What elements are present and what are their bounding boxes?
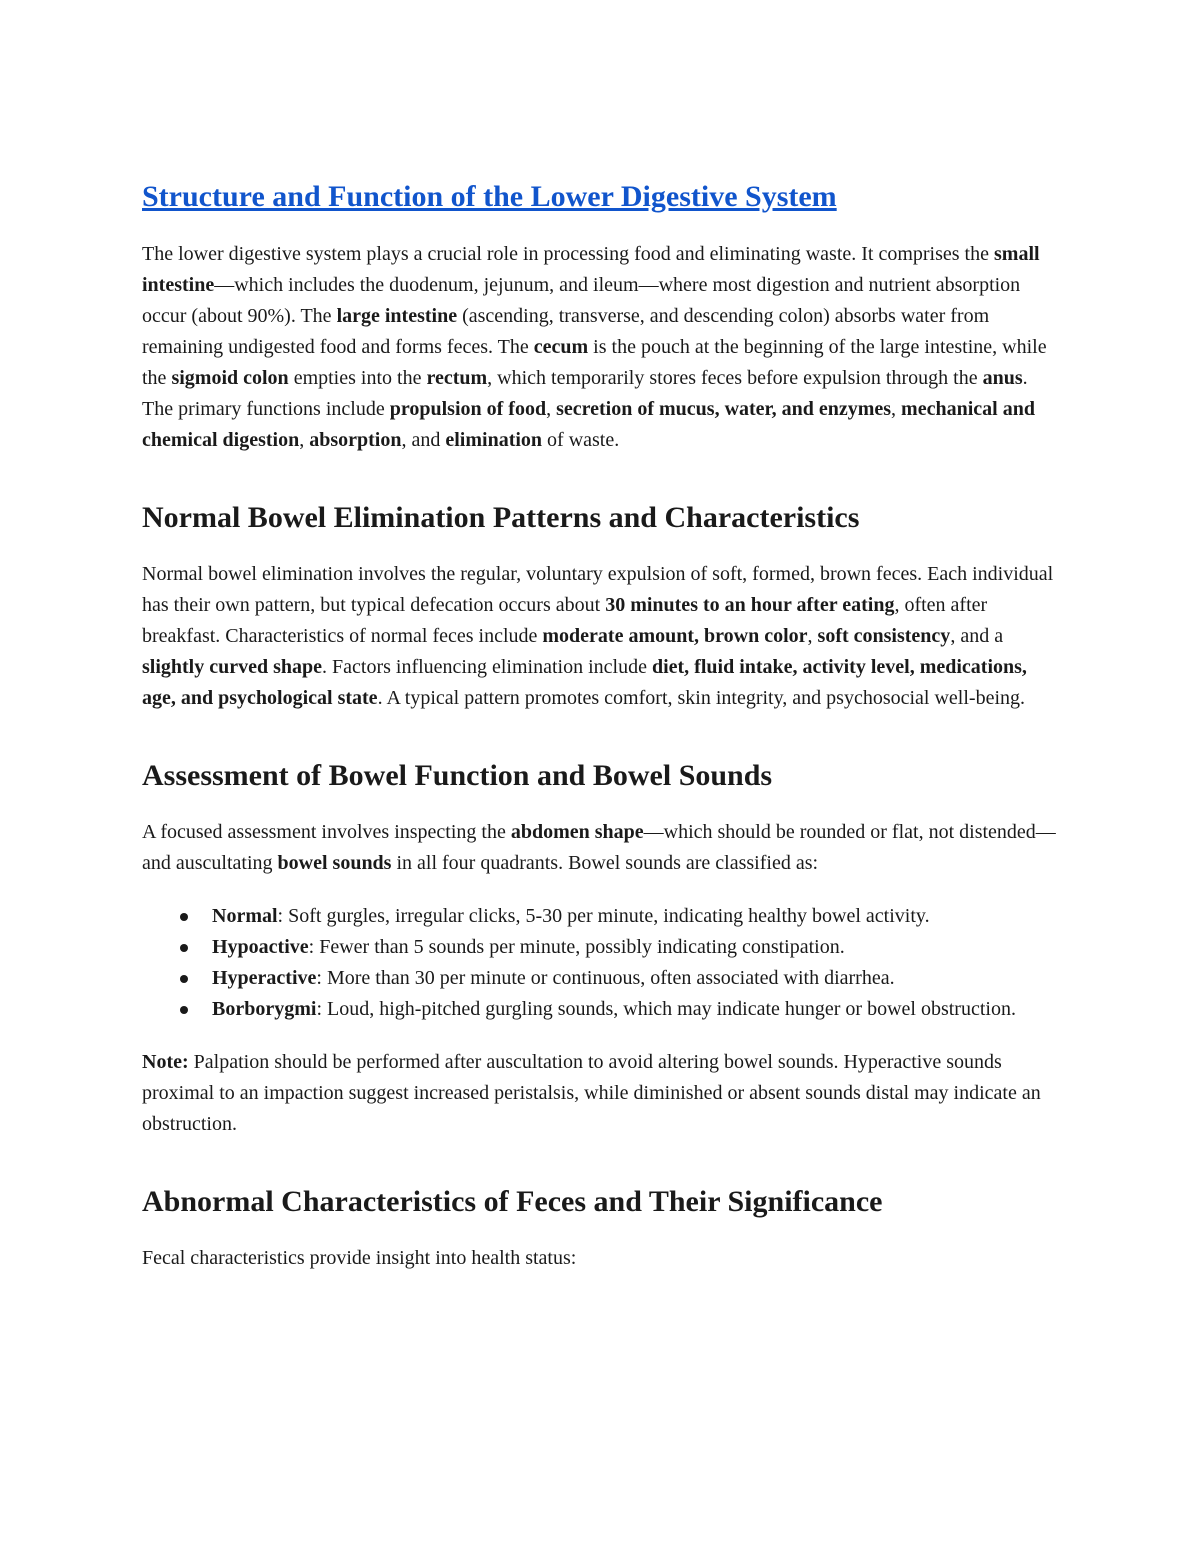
text: , bbox=[546, 398, 557, 420]
text: —which includes the duodenum, jejunum, and ileum—where most digestion and nutrient absorption occur (about 90%). The bbox=[142, 274, 1021, 327]
section-heading-assessment: Assessment of Bowel Function and Bowel Sounds bbox=[142, 759, 773, 792]
bullet-icon bbox=[180, 1006, 188, 1014]
text: is the pouch at the beginning of the large intestine, while the bbox=[142, 336, 1047, 389]
document-content bbox=[142, 175, 1062, 1274]
note-text: Palpation should be performed after auscultation to avoid altering bowel sounds. Hyperactive sounds proximal to an impaction suggest increased peristalsis, while diminished or absent sounds distal may indicate an obstruction. bbox=[142, 1051, 1041, 1135]
list-item-label: Normal bbox=[212, 905, 278, 927]
term: slightly curved shape bbox=[142, 656, 323, 678]
term: anus bbox=[982, 367, 1023, 389]
term: cecum bbox=[533, 336, 589, 358]
list-item-label: Borborygmi bbox=[212, 998, 317, 1020]
term: soft consistency bbox=[817, 625, 951, 647]
text: , bbox=[299, 429, 310, 451]
term: sigmoid colon bbox=[171, 367, 289, 389]
list-item-text: : Soft gurgles, irregular clicks, 5-30 per minute, indicating healthy bowel activity. bbox=[277, 905, 930, 927]
bullet-icon bbox=[180, 975, 188, 983]
text: (ascending, transverse, and descending colon) absorbs water from remaining undigested food and forms feces. The bbox=[142, 305, 990, 358]
text: of waste. bbox=[542, 429, 620, 451]
list-item-label: Hypoactive bbox=[212, 936, 309, 958]
text: , and a bbox=[950, 625, 1004, 647]
term: 30 minutes to an hour after eating bbox=[605, 594, 895, 616]
text: Normal bowel elimination involves the regular, voluntary expulsion of soft, formed, brown feces. Each individual has their own pattern, but typical defecation occurs about bbox=[142, 563, 1054, 616]
text: . A typical pattern promotes comfort, skin integrity, and psychosocial well-being. bbox=[377, 687, 1026, 709]
text: empties into the bbox=[288, 367, 427, 389]
bullet-icon bbox=[180, 913, 188, 921]
intro-paragraph bbox=[142, 239, 1062, 456]
list-item bbox=[142, 994, 1062, 1025]
text: , and bbox=[401, 429, 446, 451]
term: bowel sounds bbox=[277, 852, 392, 874]
text: in all four quadrants. Bowel sounds are classified as: bbox=[391, 852, 819, 874]
term: small intestine bbox=[142, 243, 1040, 296]
text: The lower digestive system plays a crucial role in processing food and eliminating waste. It comprises the bbox=[142, 243, 994, 265]
text: , bbox=[891, 398, 902, 420]
page-title bbox=[142, 175, 1062, 219]
list-item-text: : More than 30 per minute or continuous, often associated with diarrhea. bbox=[316, 967, 895, 989]
term: absorption bbox=[309, 429, 402, 451]
assessment-paragraph bbox=[142, 817, 1062, 879]
term: large intestine bbox=[336, 305, 458, 327]
list-item-text: : Fewer than 5 sounds per minute, possibly indicating constipation. bbox=[308, 936, 845, 958]
list-item-label: Hyperactive bbox=[212, 967, 317, 989]
term: abdomen shape bbox=[510, 821, 644, 843]
term: elimination bbox=[445, 429, 543, 451]
title-wrap bbox=[142, 175, 1062, 219]
term: propulsion of food bbox=[389, 398, 547, 420]
bowel-sounds-list bbox=[142, 901, 1062, 1025]
list-item bbox=[142, 932, 1062, 963]
term: secretion of mucus, water, and enzymes bbox=[556, 398, 892, 420]
section-heading-abnormal-feces: Abnormal Characteristics of Feces and Their Significance bbox=[142, 1185, 883, 1218]
text: —which should be rounded or flat, not distended—and auscultating bbox=[142, 821, 1056, 874]
normal-elimination-paragraph bbox=[142, 559, 1062, 714]
term: moderate amount, brown color bbox=[542, 625, 808, 647]
note-label: Note: bbox=[142, 1051, 189, 1073]
term: mechanical and chemical digestion bbox=[142, 398, 1035, 451]
text: , bbox=[807, 625, 818, 647]
list-item-text: : Loud, high-pitched gurgling sounds, which may indicate hunger or bowel obstruction. bbox=[316, 998, 1016, 1020]
term: diet, fluid intake, activity level, medications, age, and psychological state bbox=[142, 656, 1027, 709]
text: , which temporarily stores feces before expulsion through the bbox=[487, 367, 983, 389]
title-link[interactable]: Structure and Function of the Lower Digestive System bbox=[142, 180, 837, 213]
note-paragraph bbox=[142, 1047, 1062, 1140]
list-item bbox=[142, 901, 1062, 932]
text: , often after breakfast. Characteristics of normal feces include bbox=[142, 594, 988, 647]
text: . Factors influencing elimination include bbox=[322, 656, 652, 678]
text: . The primary functions include bbox=[142, 367, 1028, 420]
term: rectum bbox=[426, 367, 488, 389]
section-heading-normal-elimination: Normal Bowel Elimination Patterns and Characteristics bbox=[142, 501, 860, 534]
bullet-icon bbox=[180, 944, 188, 952]
abnormal-feces-paragraph: Fecal characteristics provide insight into health status: bbox=[142, 1247, 577, 1269]
text: A focused assessment involves inspecting the bbox=[142, 821, 511, 843]
list-item bbox=[142, 963, 1062, 994]
